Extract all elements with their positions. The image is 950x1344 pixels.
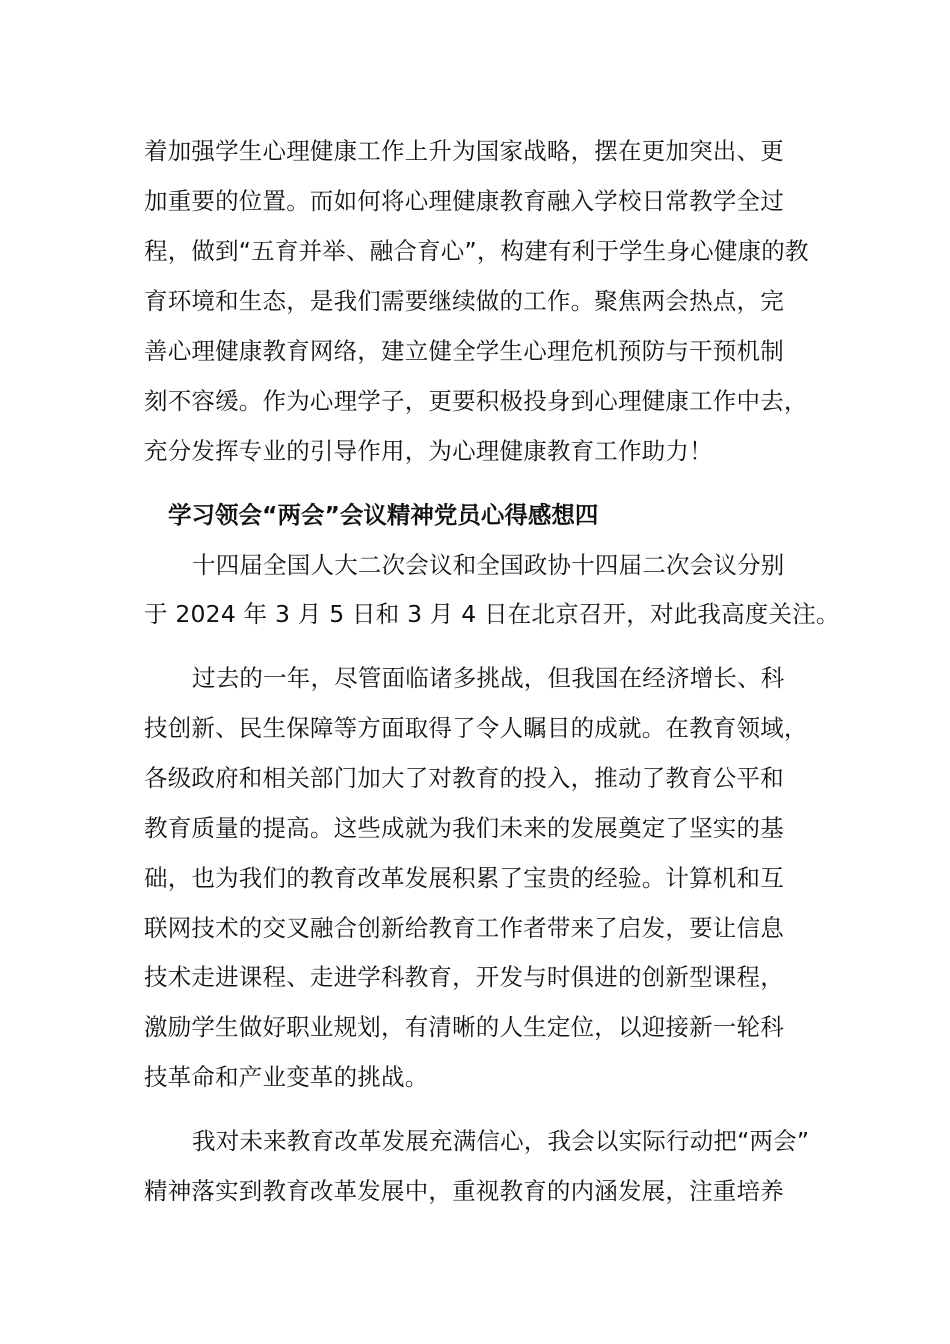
- text-line: 程，做到“五育并举、融合育心”，构建有利于学生身心健康的教: [144, 237, 809, 265]
- text-line: 精神落实到教育改革发展中，重视教育的内涵发展，注重培养: [144, 1177, 784, 1205]
- text-line: 着加强学生心理健康工作上升为国家战略，摆在更加突出、更: [144, 137, 784, 165]
- text-line: 激励学生做好职业规划，有清晰的人生定位，以迎接新一轮科: [144, 1013, 784, 1041]
- text-line: 于 2024 年 3 月 5 日和 3 月 4 日在北京召开，对此我高度关注。: [144, 600, 840, 628]
- text-line: 加重要的位置。而如何将心理健康教育融入学校日常教学全过: [144, 187, 784, 215]
- text-line: 过去的一年，尽管面临诸多挑战，但我国在经济增长、科: [192, 664, 785, 692]
- text-line: 各级政府和相关部门加大了对教育的投入，推动了教育公平和: [144, 764, 784, 792]
- text-line: 教育质量的提高。这些成就为我们未来的发展奠定了坚实的基: [144, 814, 784, 842]
- text-line: 联网技术的交叉融合创新给教育工作者带来了启发，要让信息: [144, 914, 784, 942]
- text-line: 技创新、民生保障等方面取得了令人瞩目的成就。在教育领域，: [144, 714, 808, 742]
- text-line: 础，也为我们的教育改革发展积累了宝贵的经验。计算机和互: [144, 864, 784, 892]
- text-line: 我对未来教育改革发展充满信心，我会以实际行动把“两会”: [192, 1127, 810, 1155]
- text-line: 育环境和生态，是我们需要继续做的工作。聚焦两会热点，完: [144, 287, 784, 315]
- text-line: 技术走进课程、走进学科教育，开发与时俱进的创新型课程，: [144, 963, 784, 991]
- section-heading: 学习领会“两会”会议精神党员心得感想四: [168, 501, 599, 529]
- text-line: 刻不容缓。作为心理学子，更要积极投身到心理健康工作中去，: [144, 387, 808, 415]
- text-line: 善心理健康教育网络，建立健全学生心理危机预防与干预机制: [144, 337, 784, 365]
- text-line: 十四届全国人大二次会议和全国政协十四届二次会议分别: [192, 551, 785, 579]
- text-line: 技革命和产业变革的挑战。: [144, 1063, 429, 1091]
- text-line: 充分发挥专业的引导作用，为心理健康教育工作助力！: [144, 437, 713, 465]
